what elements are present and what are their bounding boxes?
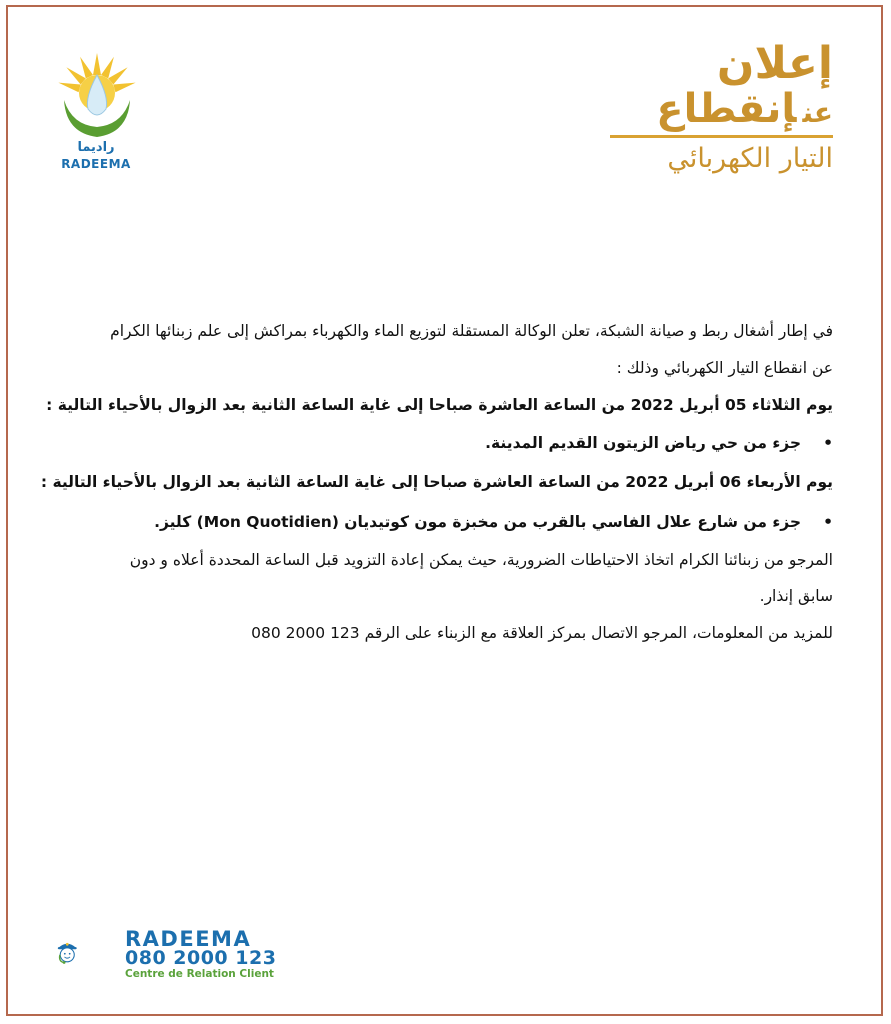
logo-arabic-text: راديما [77, 140, 115, 155]
paragraph-precautions: المرجو من زبنائنا الكرام اتخاذ الاحتياطات الضرورية، حيث يمكن إعادة التزويد قبل الساعة المحددة أعلاه و دون [129, 551, 833, 569]
paragraph-intro: في إطار أشغال ربط و صيانة الشبكة، تعلن الوكالة المستقلة لتوزيع الماء والكهرباء بمراكش إلى علم زبنائها الكرام [110, 322, 833, 340]
affected-area-1 [485, 434, 833, 452]
affected-area-2 [154, 513, 833, 531]
footer-center-label: Centre de Relation Client [125, 968, 274, 980]
affected-area-1-text: جزء من حي رياض الزيتون القديم المدينة. [485, 434, 802, 452]
bullet-icon: • [823, 434, 833, 452]
schedule-day-2: يوم الأربعاء 06 أبريل 2022 من الساعة العاشرة صباحا إلى غاية الساعة الثانية بعد الزوال بالأحياء التالية : [40, 473, 833, 491]
paragraph-precautions-cont: سابق إنذار. [759, 587, 833, 605]
affected-area-2-text: جزء من شارع علال الفاسي بالقرب من مخبزة مون كوتيديان (Mon Quotidien) كليز. [154, 513, 802, 531]
schedule-day-1: يوم الثلاثاء 05 أبريل 2022 من الساعة العاشرة صباحا إلى غاية الساعة الثانية بعد الزوال بالأحياء التالية : [46, 396, 833, 414]
title-line-2 [656, 86, 833, 136]
footer-phone: 080 2000 123 [125, 947, 277, 969]
title-line-2-main: إنقطاع [656, 86, 797, 132]
title-divider [610, 135, 833, 138]
title-line-2-small: عن [802, 96, 833, 129]
footer-brand: RADEEMA [125, 927, 252, 951]
title-line-1: إعلان [716, 38, 833, 89]
bullet-icon: • [823, 513, 833, 531]
paragraph-intro-cont: عن انقطاع التيار الكهربائي وذلك : [616, 359, 833, 377]
logo-latin-text: RADEEMA [61, 157, 131, 171]
customer-center-mascot-icon [55, 912, 125, 992]
paragraph-contact: للمزيد من المعلومات، المرجو الاتصال بمركز العلاقة مع الزبناء على الرقم 123 2000 080 [251, 624, 833, 642]
title-line-3: التيار الكهربائي [667, 143, 833, 174]
